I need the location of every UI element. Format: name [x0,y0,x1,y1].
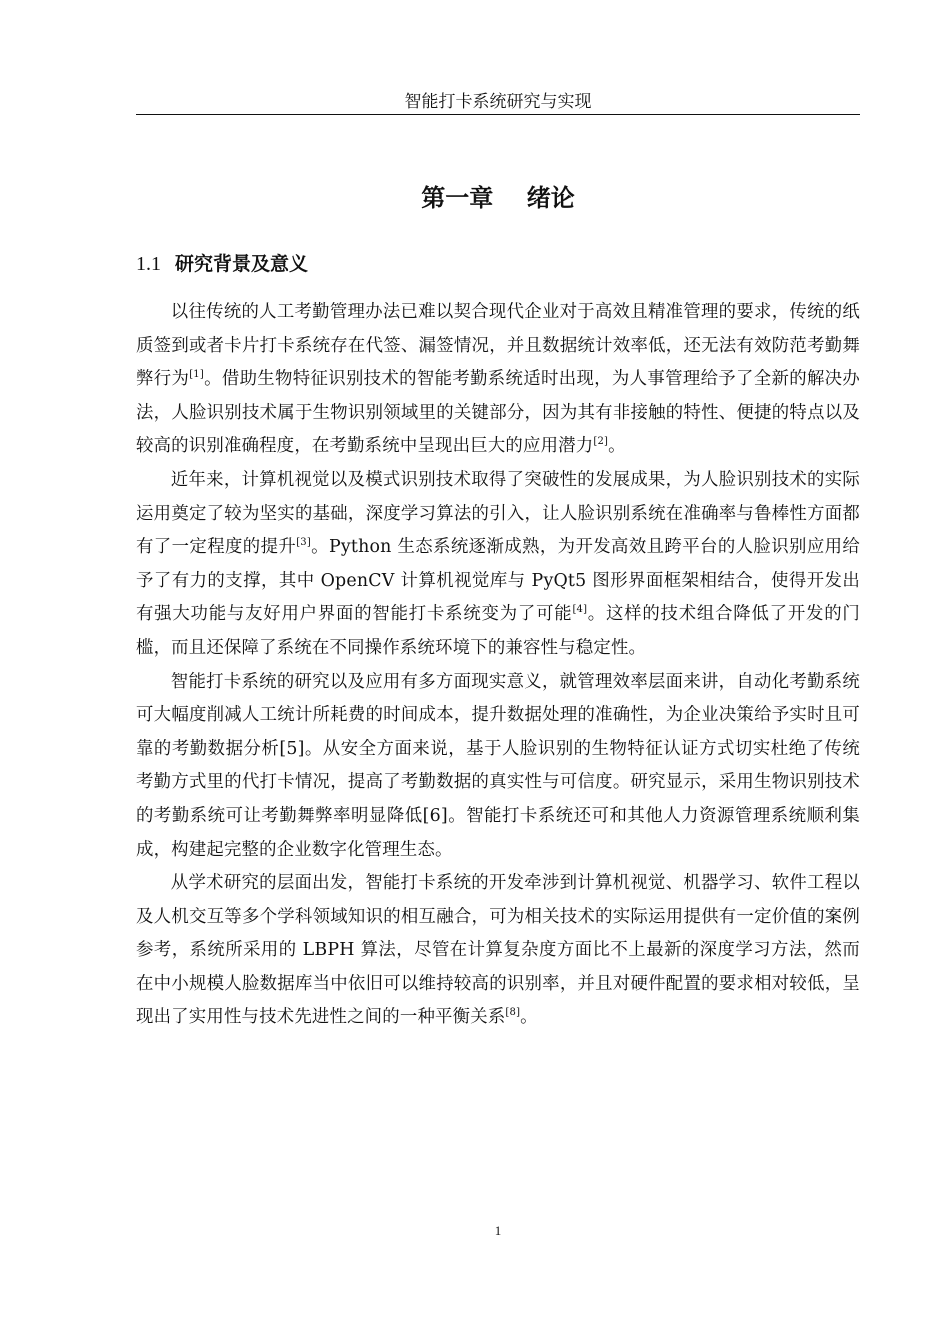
paragraph-text: 从学术研究的层面出发，智能打卡系统的开发牵涉到计算机视觉、机器学习、软件工程以及人机交互等多个学科领域知识的相互融合，可为相关技术的实际运用提供有一定价值的案例参考，系统所采用的 LBPH 算法，尽管在计算复杂度方面比不上最新的深度学习方法，然而在中小规模人脸数据库当中依旧可以维持较高的识别率，并且对硬件配置的要求相对较低，呈现出了实用性与技术先进性之间的一种平衡关系 [136,873,860,1028]
paragraph-text: 以往传统的人工考勤管理办法已难以契合现代企业对于高效且精准管理的要求，传统的纸质签到或者卡片打卡系统存在代签、漏签情况，并且数据统计效率低，还无法有效防范考勤舞弊行为 [136,302,860,390]
paragraph [136,867,860,1035]
section-number: 1.1 [136,253,161,275]
paragraph [136,296,860,464]
citation-marker: [4] [572,604,588,616]
page-number: 1 [494,1223,502,1238]
citation-marker: [1] [189,369,204,381]
paragraph-text: 。 [520,1007,538,1028]
paragraph-text: 。Python 生态系统逐渐成熟，为开发高效且跨平台的人脸识别应用给予了有力的支撑，其中 OpenCV 计算机视觉库与 PyQt5 图形界面框架相结合，使得开发出有强大功能与友好用户界面的智能打卡系统变为了可能 [136,537,860,625]
section-heading [136,248,308,279]
section-title: 研究背景及意义 [175,253,309,275]
paragraph [136,464,860,666]
paragraph-text: 智能打卡系统的研究以及应用有多方面现实意义，就管理效率层面来讲，自动化考勤系统可大幅度削减人工统计所耗费的时间成本，提升数据处理的准确性，为企业决策给予实时且可靠的考勤数据分析[5]。从安全方面来说，基于人脸识别的生物特征认证方式切实杜绝了传统考勤方式里的代打卡情况，提高了考勤数据的真实性与可信度。研究显示，采用生物识别技术的考勤系统可让考勤舞弊率明显降低[6]。智能打卡系统还可和其他人力资源管理系统顺利集成，构建起完整的企业数字化管理生态。 [136,671,860,860]
chapter-title: 第一章 绪论 [421,184,575,212]
paragraph-text: 。 [608,436,626,457]
paragraph [136,666,860,868]
paragraph-text: 。这样的技术组合降低了开发的门槛，而且还保障了系统在不同操作系统环境下的兼容性与稳定性。 [136,604,860,658]
citation-marker: [2] [593,436,609,448]
running-header: 智能打卡系统研究与实现 [404,92,592,112]
citation-marker: [3] [296,537,311,549]
paragraph-text: 。借助生物特征识别技术的智能考勤系统适时出现，为人事管理给予了全新的解决办法，人脸识别技术属于生物识别领域里的关键部分，因为其有非接触的特性、便捷的特点以及较高的识别准确程度，在考勤系统中呈现出巨大的应用潜力 [136,369,860,457]
body-text [136,296,860,1035]
header-rule [136,114,860,115]
paragraph-text: 近年来，计算机视觉以及模式识别技术取得了突破性的发展成果，为人脸识别技术的实际运用奠定了较为坚实的基础，深度学习算法的引入，让人脸识别系统在准确率与鲁棒性方面都有了一定程度的提升 [136,469,860,558]
citation-marker: [8] [505,1007,521,1019]
